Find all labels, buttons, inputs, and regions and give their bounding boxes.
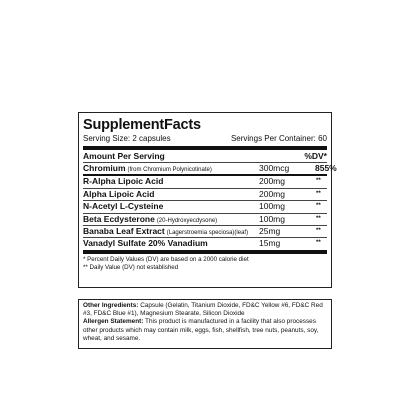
nutrient-dv: ** — [316, 227, 321, 234]
supplement-facts-panel — [78, 112, 337, 288]
nutrient-name: Vanadyl Sulfate 20% Vanadium — [83, 238, 208, 249]
nutrient-row — [83, 201, 327, 212]
nutrient-dv: ** — [316, 240, 321, 247]
nutrient-name: N-Acetyl L-Cysteine — [83, 201, 164, 212]
nutrient-dv: ** — [316, 203, 321, 210]
nutrient-amount: 100mg — [259, 201, 285, 212]
ingredients-box — [78, 299, 332, 349]
nutrient-note: (20-Hydroxyecdysone) — [156, 217, 218, 224]
nutrient-row — [83, 214, 327, 225]
nutrient-name: Beta Ecdysterone — [83, 213, 155, 224]
nutrient-row — [83, 226, 327, 237]
other-ingredients-text: Capsule (Gelatin, Titanium Dioxide, FD&C Yellow #6, FD&C Red #3, FD&C Blue #1), Magnesium Stearate, Silicon Dioxide — [83, 302, 323, 318]
nutrient-amount: 300mcg — [259, 163, 290, 173]
footnote-dv-not-established: ** Daily Value (DV) not established — [83, 263, 179, 271]
nutrient-dv: 855% — [315, 163, 337, 173]
nutrient-amount: 100mg — [259, 213, 285, 224]
nutrient-name: Alpha Lipoic Acid — [83, 188, 155, 199]
nutrient-note: (Lagerstroemia speciosa)(leaf) — [166, 229, 249, 236]
allergen-statement — [83, 318, 327, 343]
other-ingredients — [83, 302, 327, 318]
serving-size: Serving Size: 2 capsules — [83, 134, 171, 143]
nutrient-dv: ** — [316, 190, 321, 197]
nutrient-amount: 15mg — [259, 238, 281, 249]
divider-thick — [83, 250, 327, 254]
nutrient-row — [83, 238, 327, 249]
amount-header — [83, 150, 327, 162]
nutrient-name: Chromium — [83, 163, 126, 173]
nutrient-amount: 200mg — [259, 188, 285, 199]
nutrient-row — [83, 189, 327, 200]
nutrient-amount: 25mg — [259, 225, 281, 236]
serving-info — [83, 134, 327, 146]
servings-per-container: Servings Per Container: 60 — [230, 134, 327, 143]
footnote-dv-basis: * Percent Daily Values (DV) are based on a 2000 calorie diet — [83, 255, 249, 263]
nutrient-row — [83, 176, 327, 187]
amount-per-serving-label: Amount Per Serving — [83, 151, 165, 161]
nutrient-note: (from Chromium Polynicotinate) — [127, 167, 212, 173]
nutrient-dv: ** — [316, 178, 321, 185]
nutrient-name: R-Alpha Lipoic Acid — [83, 176, 164, 187]
nutrient-amount: 200mg — [259, 176, 285, 187]
other-ingredients-label: Other Ingredients: — [83, 302, 139, 309]
footnotes — [83, 256, 327, 272]
panel-title: SupplementFacts — [83, 117, 201, 133]
allergen-text: This product is manufactured in a facility that also processes other products which may contain milk, eggs, fish, shellfish, tree nuts, peanuts, soy, wheat, and sesame. — [83, 318, 319, 342]
nutrient-name: Banaba Leaf Extract — [83, 225, 165, 236]
nutrient-row — [83, 163, 337, 174]
allergen-label: Allergen Statement: — [83, 318, 144, 326]
nutrient-dv: ** — [316, 215, 321, 222]
dv-label: %DV* — [304, 151, 327, 161]
